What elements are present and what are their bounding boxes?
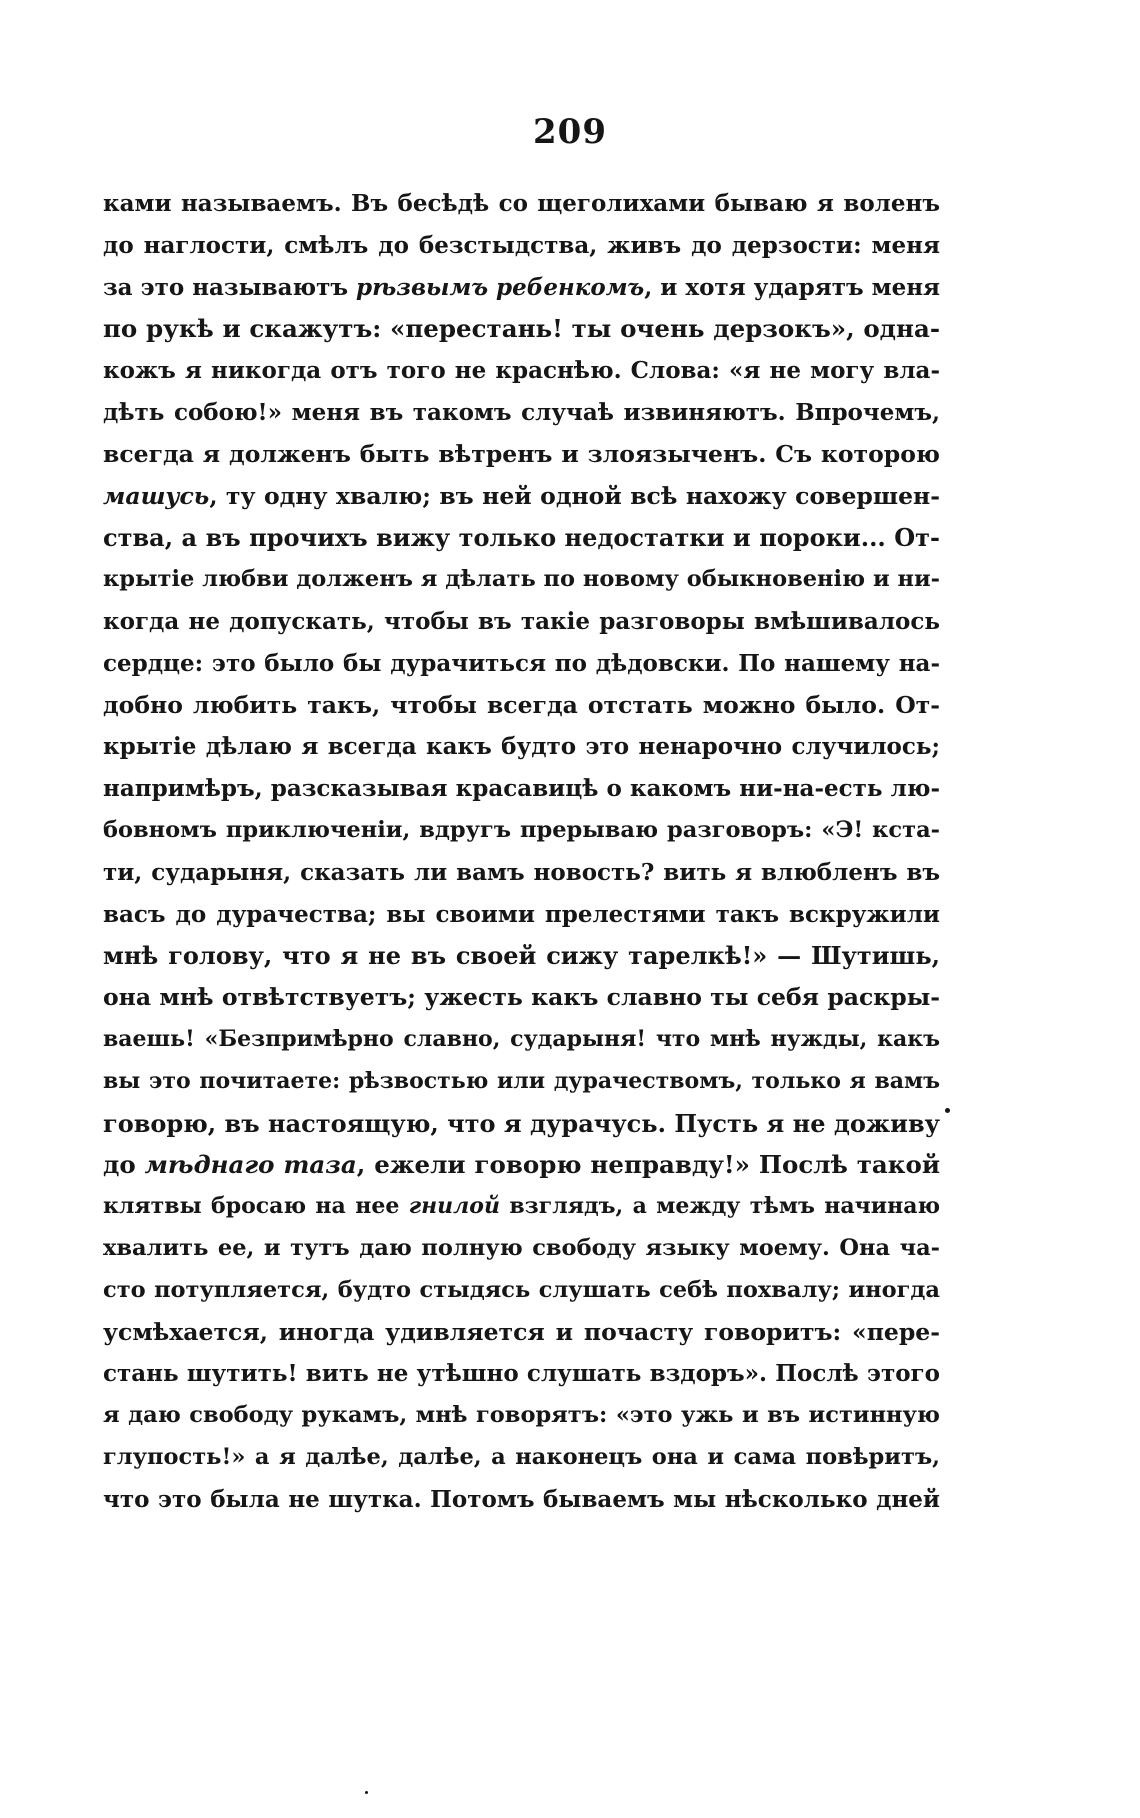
- text-line: [103, 1353, 940, 1395]
- text-segment: вы это почитаете: рѣзвостью или дурачествомъ, только я вамъ: [103, 1067, 940, 1094]
- text-line: [103, 517, 940, 559]
- text-segment: , и хотя ударятъ меня: [644, 273, 941, 301]
- text-segment: я даю свободу рукамъ, мнѣ говорятъ: «это ужь и въ истинную: [103, 1402, 940, 1429]
- text-segment: до наглости, смѣлъ до безстыдства, живъ до дерзости: меня: [103, 231, 940, 259]
- text-segment: клятвы бросаю на нее: [103, 1193, 409, 1220]
- text-segment: крытіе дѣлаю я всегда какъ будто это ненарочно случилось;: [103, 733, 940, 761]
- text-line: [103, 1186, 940, 1228]
- text-segment: сердце: это было бы дурачиться по дѣдовски. По нашему на-: [103, 649, 940, 677]
- text-segment: васъ до дурачества; вы своими прелестями такъ вскружили: [103, 900, 940, 928]
- text-line: [103, 1395, 940, 1437]
- text-line: [103, 1437, 940, 1479]
- text-segment: усмѣхается, иногда удивляется и почасту говоритъ: «пере-: [103, 1317, 940, 1346]
- text-segment: по рукѣ и скажутъ: «перестань! ты очень дерзокъ», одна-: [103, 314, 940, 344]
- text-line: [103, 1103, 940, 1145]
- text-line: [103, 977, 940, 1019]
- body-text: [103, 183, 940, 1521]
- text-line: [103, 392, 940, 434]
- text-line: [103, 810, 940, 852]
- text-line: [103, 685, 940, 727]
- text-segment: ства, а въ прочихъ вижу только недостатки и пороки... От-: [103, 523, 940, 553]
- text-segment: стань шутить! вить не утѣшно слушать вздоръ». Послѣ этого: [103, 1360, 940, 1388]
- text-segment: ваешь! «Безпримѣрно славно, сударыня! что мнѣ нужды, какъ: [103, 1025, 940, 1052]
- text-segment: за это называютъ: [103, 273, 357, 301]
- text-line: [103, 726, 940, 768]
- text-line: [103, 1312, 940, 1354]
- text-line: [103, 852, 940, 894]
- text-line: [103, 601, 940, 643]
- italic-phrase: машусь: [103, 481, 210, 510]
- text-segment: хвалить ее, и тутъ даю полную свободу языку моему. Она ча-: [103, 1234, 940, 1261]
- text-segment: взглядъ, а между тѣмъ начинаю: [499, 1193, 941, 1220]
- text-segment: всегда я долженъ быть вѣтренъ и злоязыченъ. Съ которою: [103, 439, 940, 468]
- text-line: [103, 1270, 940, 1312]
- text-line: [103, 1228, 940, 1270]
- text-segment: мнѣ голову, что я не въ своей сижу тарелкѣ!» — Шутишь,: [103, 941, 940, 971]
- text-segment: дѣть собою!» меня въ такомъ случаѣ извиняютъ. Впрочемъ,: [103, 398, 940, 426]
- text-line: [103, 894, 940, 936]
- text-segment: сто потупляется, будто стыдясь слушать себѣ похвалу; иногда: [103, 1276, 940, 1303]
- italic-phrase: рѣзвымъ ребенкомъ: [356, 273, 645, 301]
- text-segment: ками называемъ. Въ бесѣдѣ со щеголихами бываю я воленъ: [103, 190, 940, 217]
- text-segment: крытіе любви долженъ я дѣлать по новому обыкновенію и ни-: [103, 566, 940, 593]
- text-segment: добно любить такъ, чтобы всегда отстать можно было. От-: [103, 690, 940, 719]
- text-segment: когда не допускать, чтобы въ такіе разговоры вмѣшивалось: [103, 607, 940, 635]
- text-line: [103, 225, 940, 267]
- text-line: [103, 1479, 940, 1521]
- italic-phrase: мѣднаго таза: [144, 1150, 357, 1180]
- text-segment: что это была не шутка. Потомъ бываемъ мы нѣсколько дней: [103, 1485, 940, 1513]
- text-line: [103, 183, 940, 225]
- text-segment: она мнѣ отвѣтствуетъ; ужесть какъ славно ты себя раскры-: [103, 983, 940, 1012]
- text-line: [103, 434, 940, 476]
- italic-phrase: гнилой: [408, 1193, 500, 1220]
- text-segment: кожъ я никогда отъ того не краснѣю. Слова: «я не могу вла-: [103, 357, 940, 385]
- text-line: [103, 643, 940, 685]
- text-segment: напримѣръ, разсказывая красавицѣ о какомъ ни-на-есть лю-: [103, 775, 940, 803]
- ink-speck: [365, 1791, 368, 1794]
- text-line: [103, 559, 940, 601]
- text-line: [103, 1019, 940, 1061]
- text-segment: ти, сударыня, сказать ли вамъ новость? вить я влюбленъ въ: [103, 858, 940, 886]
- text-segment: , ту одну хвалю; въ ней одной всѣ нахожу совершен-: [209, 481, 940, 510]
- ink-speck: [945, 1108, 950, 1113]
- text-segment: , ежели говорю неправду!» Послѣ такой: [356, 1150, 941, 1180]
- text-line: [103, 476, 940, 518]
- page-number: 209: [533, 112, 607, 152]
- text-line: [103, 935, 940, 977]
- text-segment: глупость!» а я далѣе, далѣе, а наконецъ она и сама повѣритъ,: [103, 1443, 940, 1470]
- text-line: [103, 1144, 940, 1186]
- text-line: [103, 1061, 940, 1103]
- text-segment: говорю, въ настоящую, что я дурачусь. Пусть я не доживу: [103, 1108, 940, 1138]
- text-segment: до: [103, 1150, 145, 1180]
- text-line: [103, 308, 940, 350]
- text-segment: бовномъ приключеніи, вдругъ прерываю разговоръ: «Э! кста-: [103, 816, 940, 843]
- text-line: [103, 350, 940, 392]
- text-line: [103, 768, 940, 810]
- text-line: [103, 267, 940, 309]
